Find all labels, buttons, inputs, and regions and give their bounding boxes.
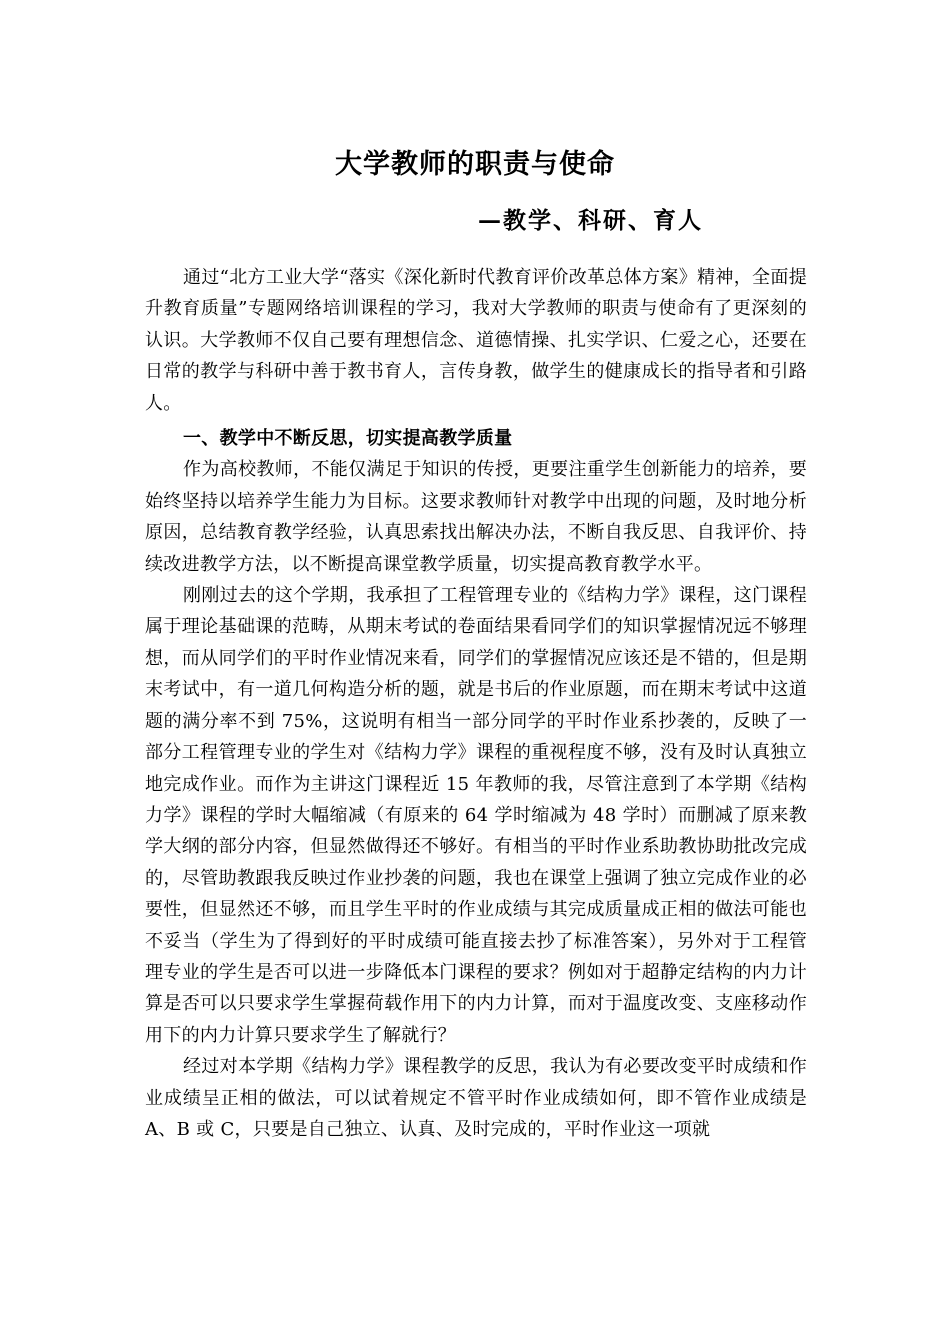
section-heading: 一、教学中不断反思，切实提高教学质量 [183, 428, 513, 450]
body-paragraph: 经过对本学期《结构力学》课程教学的反思，我认为有必要改变平时成绩和作业成绩呈正相的做法，可以试着规定不管平时作业成绩如何，即不管作业成绩是 A、B 或 C，只要是自己独立、认真、及时完成的，平时作业这一项就 [145, 1056, 807, 1140]
document-title: 大学教师的职责与使命 [335, 149, 615, 180]
intro-paragraph: 通过“北方工业大学“落实《深化新时代教育评价改革总体方案》精神，全面提升教育质量”专题网络培训课程的学习，我对大学教师的职责与使命有了更深刻的认识。大学教师不仅自己要有理想信念、道德情操、扎实学识、仁爱之心，还要在日常的教学与科研中善于教书育人，言传身教，做学生的健康成长的指导者和引路人。 [145, 267, 807, 414]
document-subtitle: —教学、科研、育人 [478, 207, 703, 234]
document-body [145, 262, 807, 1145]
body-paragraph: 作为高校教师，不能仅满足于知识的传授，更要注重学生创新能力的培养，要始终坚持以培养学生能力为目标。这要求教师针对教学中出现的问题，及时地分析原因，总结教育教学经验，认真思索找出解决办法，不断自我反思、自我评价、持续改进教学方法，以不断提高课堂教学质量，切实提高教育教学水平。 [145, 459, 807, 575]
body-paragraph: 刚刚过去的这个学期，我承担了工程管理专业的《结构力学》课程，这门课程属于理论基础课的范畴，从期末考试的卷面结果看同学们的知识掌握情况远不够理想，而从同学们的平时作业情况来看，同学们的掌握情况应该还是不错的，但是期末考试中，有一道几何构造分析的题，就是书后的作业原题，而在期末考试中这道题的满分率不到 75%，这说明有相当一部分同学的平时作业系抄袭的，反映了一部分工程管理专业的学生对《结构力学》课程的重视程度不够，没有及时认真独立地完成作业。而作为主讲这门课程近 15 年教师的我，尽管注意到了本学期《结构力学》课程的学时大幅缩减（有原来的 64 学时缩减为 48 学时）而删减了原来教学大纲的部分内容，但显然做得还不够好。有相当的平时作业系助教协助批改完成的，尽管助教跟我反映过作业抄袭的问题，我也在课堂上强调了独立完成作业的必要性，但显然还不够，而且学生平时的作业成绩与其完成质量成正相的做法可能也不妥当（学生为了得到好的平时成绩可能直接去抄了标准答案），另外对于工程管理专业的学生是否可以进一步降低本门课程的要求？例如对于超静定结构的内力计算是否可以只要求学生掌握荷载作用下的内力计算，而对于温度改变、支座移动作用下的内力计算只要求学生了解就行？ [145, 585, 807, 1046]
